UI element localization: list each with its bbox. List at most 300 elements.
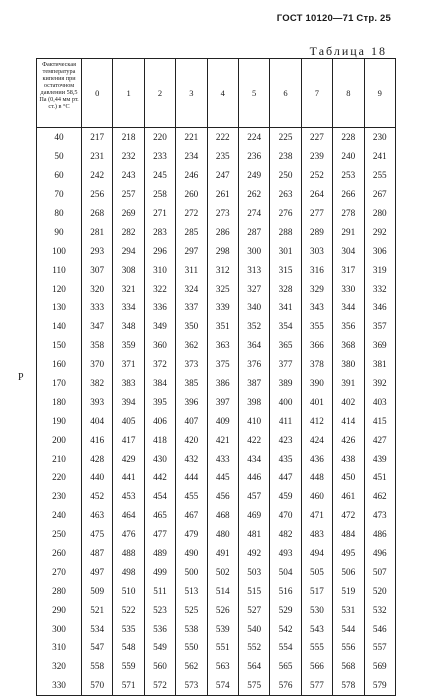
table-row (37, 355, 396, 374)
row-temperature: 230 (37, 487, 82, 506)
table-row (37, 430, 396, 449)
table-cell: 301 (270, 241, 301, 260)
table-cell: 376 (238, 355, 269, 374)
table-cell: 470 (270, 506, 301, 525)
table-cell: 564 (238, 657, 269, 676)
table-cell: 487 (82, 544, 113, 563)
table-cell: 490 (176, 544, 207, 563)
table-cell: 348 (113, 317, 144, 336)
table-cell: 253 (333, 166, 364, 185)
table-cell: 360 (144, 336, 175, 355)
table-cell: 250 (270, 166, 301, 185)
table-cell: 371 (113, 355, 144, 374)
table-cell: 531 (333, 600, 364, 619)
table-row (37, 657, 396, 676)
table-cell: 513 (176, 581, 207, 600)
table-cell: 297 (176, 241, 207, 260)
table-cell: 483 (301, 525, 332, 544)
table-cell: 525 (176, 600, 207, 619)
row-temperature: 60 (37, 166, 82, 185)
table-cell: 465 (144, 506, 175, 525)
table-cell: 442 (144, 468, 175, 487)
table-cell: 495 (333, 544, 364, 563)
table-cell: 430 (144, 449, 175, 468)
table-cell: 559 (113, 657, 144, 676)
table-cell: 307 (82, 260, 113, 279)
table-cell: 432 (176, 449, 207, 468)
row-temperature: 250 (37, 525, 82, 544)
table-cell: 511 (144, 581, 175, 600)
table-cell: 493 (270, 544, 301, 563)
table-cell: 364 (238, 336, 269, 355)
table-cell: 363 (207, 336, 238, 355)
table-cell: 344 (333, 298, 364, 317)
table-cell: 280 (364, 204, 395, 223)
table-cell: 333 (82, 298, 113, 317)
table-cell: 578 (333, 676, 364, 695)
table-cell: 460 (301, 487, 332, 506)
table-cell: 447 (270, 468, 301, 487)
column-header-digit: 2 (144, 59, 175, 128)
table-cell: 448 (301, 468, 332, 487)
table-cell: 536 (144, 619, 175, 638)
table-cell: 325 (207, 279, 238, 298)
table-cell: 228 (333, 128, 364, 147)
table-cell: 576 (270, 676, 301, 695)
table-cell: 349 (144, 317, 175, 336)
table-cell: 428 (82, 449, 113, 468)
table-cell: 560 (144, 657, 175, 676)
table-cell: 291 (333, 222, 364, 241)
margin-mark: Р (18, 372, 24, 383)
table-cell: 554 (270, 638, 301, 657)
table-cell: 547 (82, 638, 113, 657)
table-cell: 570 (82, 676, 113, 695)
table-row (37, 147, 396, 166)
table-cell: 394 (113, 392, 144, 411)
table-cell: 238 (270, 147, 301, 166)
table-cell: 410 (238, 411, 269, 430)
table-cell: 445 (207, 468, 238, 487)
table-cell: 516 (270, 581, 301, 600)
row-temperature: 180 (37, 392, 82, 411)
table-cell: 491 (207, 544, 238, 563)
table-cell: 375 (207, 355, 238, 374)
table-cell: 246 (176, 166, 207, 185)
table-cell: 303 (301, 241, 332, 260)
table-cell: 539 (207, 619, 238, 638)
table-cell: 236 (238, 147, 269, 166)
table-cell: 395 (144, 392, 175, 411)
table-cell: 382 (82, 374, 113, 393)
column-header-digit: 5 (238, 59, 269, 128)
table-cell: 481 (238, 525, 269, 544)
row-temperature: 50 (37, 147, 82, 166)
table-cell: 422 (238, 430, 269, 449)
table-cell: 414 (333, 411, 364, 430)
table-cell: 390 (301, 374, 332, 393)
row-temperature: 240 (37, 506, 82, 525)
table-cell: 336 (144, 298, 175, 317)
table-cell: 527 (238, 600, 269, 619)
table-cell: 534 (82, 619, 113, 638)
row-temperature: 170 (37, 374, 82, 393)
row-temperature: 40 (37, 128, 82, 147)
table-cell: 391 (333, 374, 364, 393)
table-cell: 499 (144, 562, 175, 581)
table-row (37, 638, 396, 657)
table-cell: 401 (301, 392, 332, 411)
table-row (37, 506, 396, 525)
table-cell: 405 (113, 411, 144, 430)
table-cell: 565 (270, 657, 301, 676)
row-temperature: 160 (37, 355, 82, 374)
column-header-digit: 1 (113, 59, 144, 128)
table-cell: 383 (113, 374, 144, 393)
table-cell: 568 (333, 657, 364, 676)
row-temperature: 290 (37, 600, 82, 619)
table-cell: 292 (364, 222, 395, 241)
table-cell: 256 (82, 185, 113, 204)
table-cell: 310 (144, 260, 175, 279)
table-row (37, 185, 396, 204)
table-cell: 459 (270, 487, 301, 506)
table-cell: 406 (144, 411, 175, 430)
table-cell: 283 (144, 222, 175, 241)
table-cell: 435 (270, 449, 301, 468)
table-cell: 421 (207, 430, 238, 449)
table-cell: 368 (333, 336, 364, 355)
table-cell: 572 (144, 676, 175, 695)
table-cell: 231 (82, 147, 113, 166)
table-cell: 271 (144, 204, 175, 223)
row-temperature: 80 (37, 204, 82, 223)
table-cell: 288 (270, 222, 301, 241)
table-cell: 232 (113, 147, 144, 166)
table-row (37, 374, 396, 393)
table-cell: 243 (113, 166, 144, 185)
table-cell: 354 (270, 317, 301, 336)
table-cell: 316 (301, 260, 332, 279)
table-cell: 346 (364, 298, 395, 317)
table-cell: 418 (144, 430, 175, 449)
column-header-digit: 4 (207, 59, 238, 128)
table-cell: 456 (207, 487, 238, 506)
table-cell: 502 (207, 562, 238, 581)
table-cell: 224 (238, 128, 269, 147)
table-row (37, 600, 396, 619)
table-cell: 540 (238, 619, 269, 638)
table-cell: 515 (238, 581, 269, 600)
table-cell: 404 (82, 411, 113, 430)
table-cell: 334 (113, 298, 144, 317)
table-cell: 327 (238, 279, 269, 298)
table-cell: 409 (207, 411, 238, 430)
table-cell: 482 (270, 525, 301, 544)
table-cell: 473 (364, 506, 395, 525)
table-cell: 369 (364, 336, 395, 355)
table-row (37, 317, 396, 336)
table-cell: 272 (176, 204, 207, 223)
row-temperature: 130 (37, 298, 82, 317)
table-cell: 492 (238, 544, 269, 563)
column-header-digit: 6 (270, 59, 301, 128)
table-cell: 358 (82, 336, 113, 355)
table-row (37, 525, 396, 544)
table-cell: 245 (144, 166, 175, 185)
table-cell: 385 (176, 374, 207, 393)
column-header-digit: 9 (364, 59, 395, 128)
column-header-digit: 8 (333, 59, 364, 128)
table-cell: 461 (333, 487, 364, 506)
table-cell: 420 (176, 430, 207, 449)
table-row (37, 241, 396, 260)
table-cell: 464 (113, 506, 144, 525)
table-cell: 269 (113, 204, 144, 223)
row-temperature: 150 (37, 336, 82, 355)
table-cell: 509 (82, 581, 113, 600)
table-cell: 241 (364, 147, 395, 166)
table-cell: 497 (82, 562, 113, 581)
table-cell: 400 (270, 392, 301, 411)
table-cell: 550 (176, 638, 207, 657)
table-cell: 294 (113, 241, 144, 260)
table-cell: 403 (364, 392, 395, 411)
table-row (37, 298, 396, 317)
table-cell: 389 (270, 374, 301, 393)
table-title: Таблица 18 (309, 44, 387, 58)
table-cell: 529 (270, 600, 301, 619)
table-cell: 220 (144, 128, 175, 147)
table-cell: 523 (144, 600, 175, 619)
row-temperature: 70 (37, 185, 82, 204)
table-cell: 544 (333, 619, 364, 638)
table-cell: 227 (301, 128, 332, 147)
table-cell: 350 (176, 317, 207, 336)
table-cell: 463 (82, 506, 113, 525)
table-cell: 514 (207, 581, 238, 600)
table-cell: 402 (333, 392, 364, 411)
table-cell: 217 (82, 128, 113, 147)
table-cell: 296 (144, 241, 175, 260)
row-temperature: 310 (37, 638, 82, 657)
row-temperature: 270 (37, 562, 82, 581)
table-cell: 455 (176, 487, 207, 506)
table-cell: 433 (207, 449, 238, 468)
table-cell: 398 (238, 392, 269, 411)
table-row (37, 487, 396, 506)
table-cell: 387 (238, 374, 269, 393)
column-header-temperature: Фактическая температура кипения при остаточном давлении 58,5 Па (0,44 мм рт. ст.) в °С (37, 59, 82, 128)
table-row (37, 279, 396, 298)
table-cell: 444 (176, 468, 207, 487)
table-body (37, 128, 396, 696)
table-cell: 543 (301, 619, 332, 638)
table-cell: 468 (207, 506, 238, 525)
table-cell: 573 (176, 676, 207, 695)
table-cell: 286 (207, 222, 238, 241)
table-cell: 351 (207, 317, 238, 336)
table-row (37, 260, 396, 279)
table-row (37, 411, 396, 430)
table-cell: 500 (176, 562, 207, 581)
table-cell: 498 (113, 562, 144, 581)
table-cell: 424 (301, 430, 332, 449)
table-cell: 266 (333, 185, 364, 204)
table-cell: 557 (364, 638, 395, 657)
table-cell: 308 (113, 260, 144, 279)
table-cell: 556 (333, 638, 364, 657)
table-cell: 218 (113, 128, 144, 147)
table-row (37, 204, 396, 223)
page-header: ГОСТ 10120—71 Стр. 25 (276, 13, 391, 24)
table-cell: 552 (238, 638, 269, 657)
table-cell: 287 (238, 222, 269, 241)
table-cell: 438 (333, 449, 364, 468)
row-temperature: 320 (37, 657, 82, 676)
table-cell: 427 (364, 430, 395, 449)
table-cell: 546 (364, 619, 395, 638)
table-header-row (37, 59, 396, 128)
table-row (37, 336, 396, 355)
table-cell: 282 (113, 222, 144, 241)
table-cell: 373 (176, 355, 207, 374)
table-cell: 341 (270, 298, 301, 317)
row-temperature: 190 (37, 411, 82, 430)
table-cell: 356 (333, 317, 364, 336)
table-cell: 566 (301, 657, 332, 676)
table-cell: 472 (333, 506, 364, 525)
table-cell: 380 (333, 355, 364, 374)
table-cell: 277 (301, 204, 332, 223)
table-cell: 457 (238, 487, 269, 506)
table-cell: 506 (333, 562, 364, 581)
table-cell: 378 (301, 355, 332, 374)
table-cell: 357 (364, 317, 395, 336)
table-cell: 332 (364, 279, 395, 298)
table-cell: 274 (238, 204, 269, 223)
table-cell: 563 (207, 657, 238, 676)
table-cell: 517 (301, 581, 332, 600)
table-cell: 520 (364, 581, 395, 600)
table-cell: 454 (144, 487, 175, 506)
table-cell: 549 (144, 638, 175, 657)
table-cell: 397 (207, 392, 238, 411)
table-cell: 538 (176, 619, 207, 638)
table-cell: 235 (207, 147, 238, 166)
table-cell: 322 (144, 279, 175, 298)
table-cell: 574 (207, 676, 238, 695)
table-cell: 416 (82, 430, 113, 449)
table-cell: 359 (113, 336, 144, 355)
table-cell: 575 (238, 676, 269, 695)
table-cell: 407 (176, 411, 207, 430)
table-cell: 268 (82, 204, 113, 223)
table-cell: 278 (333, 204, 364, 223)
table-cell: 352 (238, 317, 269, 336)
row-temperature: 120 (37, 279, 82, 298)
conversion-table (36, 58, 396, 696)
table-cell: 313 (238, 260, 269, 279)
table-cell: 257 (113, 185, 144, 204)
table-cell: 329 (301, 279, 332, 298)
table-cell: 239 (301, 147, 332, 166)
table-cell: 276 (270, 204, 301, 223)
table-cell: 579 (364, 676, 395, 695)
table-cell: 480 (207, 525, 238, 544)
table-row (37, 581, 396, 600)
table-row (37, 392, 396, 411)
table-cell: 252 (301, 166, 332, 185)
table-cell: 471 (301, 506, 332, 525)
table-cell: 306 (364, 241, 395, 260)
table-cell: 415 (364, 411, 395, 430)
table-cell: 571 (113, 676, 144, 695)
table-cell: 439 (364, 449, 395, 468)
row-temperature: 140 (37, 317, 82, 336)
table-cell: 330 (333, 279, 364, 298)
table-row (37, 676, 396, 695)
table-cell: 234 (176, 147, 207, 166)
table-cell: 315 (270, 260, 301, 279)
table-cell: 569 (364, 657, 395, 676)
table-cell: 558 (82, 657, 113, 676)
table-cell: 469 (238, 506, 269, 525)
table-cell: 381 (364, 355, 395, 374)
table-cell: 365 (270, 336, 301, 355)
table-cell: 503 (238, 562, 269, 581)
table-cell: 475 (82, 525, 113, 544)
table-cell: 339 (207, 298, 238, 317)
table-cell: 320 (82, 279, 113, 298)
table-cell: 247 (207, 166, 238, 185)
table-cell: 451 (364, 468, 395, 487)
table-cell: 221 (176, 128, 207, 147)
table-cell: 496 (364, 544, 395, 563)
table-cell: 510 (113, 581, 144, 600)
table-row (37, 468, 396, 487)
table-cell: 386 (207, 374, 238, 393)
row-temperature: 300 (37, 619, 82, 638)
table-cell: 267 (364, 185, 395, 204)
row-temperature: 200 (37, 430, 82, 449)
table-cell: 240 (333, 147, 364, 166)
table-cell: 467 (176, 506, 207, 525)
table-cell: 555 (301, 638, 332, 657)
table-cell: 300 (238, 241, 269, 260)
table-cell: 337 (176, 298, 207, 317)
table-row (37, 619, 396, 638)
table-cell: 462 (364, 487, 395, 506)
table-cell: 440 (82, 468, 113, 487)
table-row (37, 128, 396, 147)
table-cell: 551 (207, 638, 238, 657)
table-cell: 484 (333, 525, 364, 544)
table-cell: 494 (301, 544, 332, 563)
table-cell: 328 (270, 279, 301, 298)
table-cell: 377 (270, 355, 301, 374)
table-cell: 384 (144, 374, 175, 393)
table-cell: 258 (144, 185, 175, 204)
table-cell: 298 (207, 241, 238, 260)
table-cell: 262 (238, 185, 269, 204)
table-cell: 577 (301, 676, 332, 695)
table-cell: 230 (364, 128, 395, 147)
table-row (37, 544, 396, 563)
table-cell: 242 (82, 166, 113, 185)
table-row (37, 562, 396, 581)
table-cell: 532 (364, 600, 395, 619)
